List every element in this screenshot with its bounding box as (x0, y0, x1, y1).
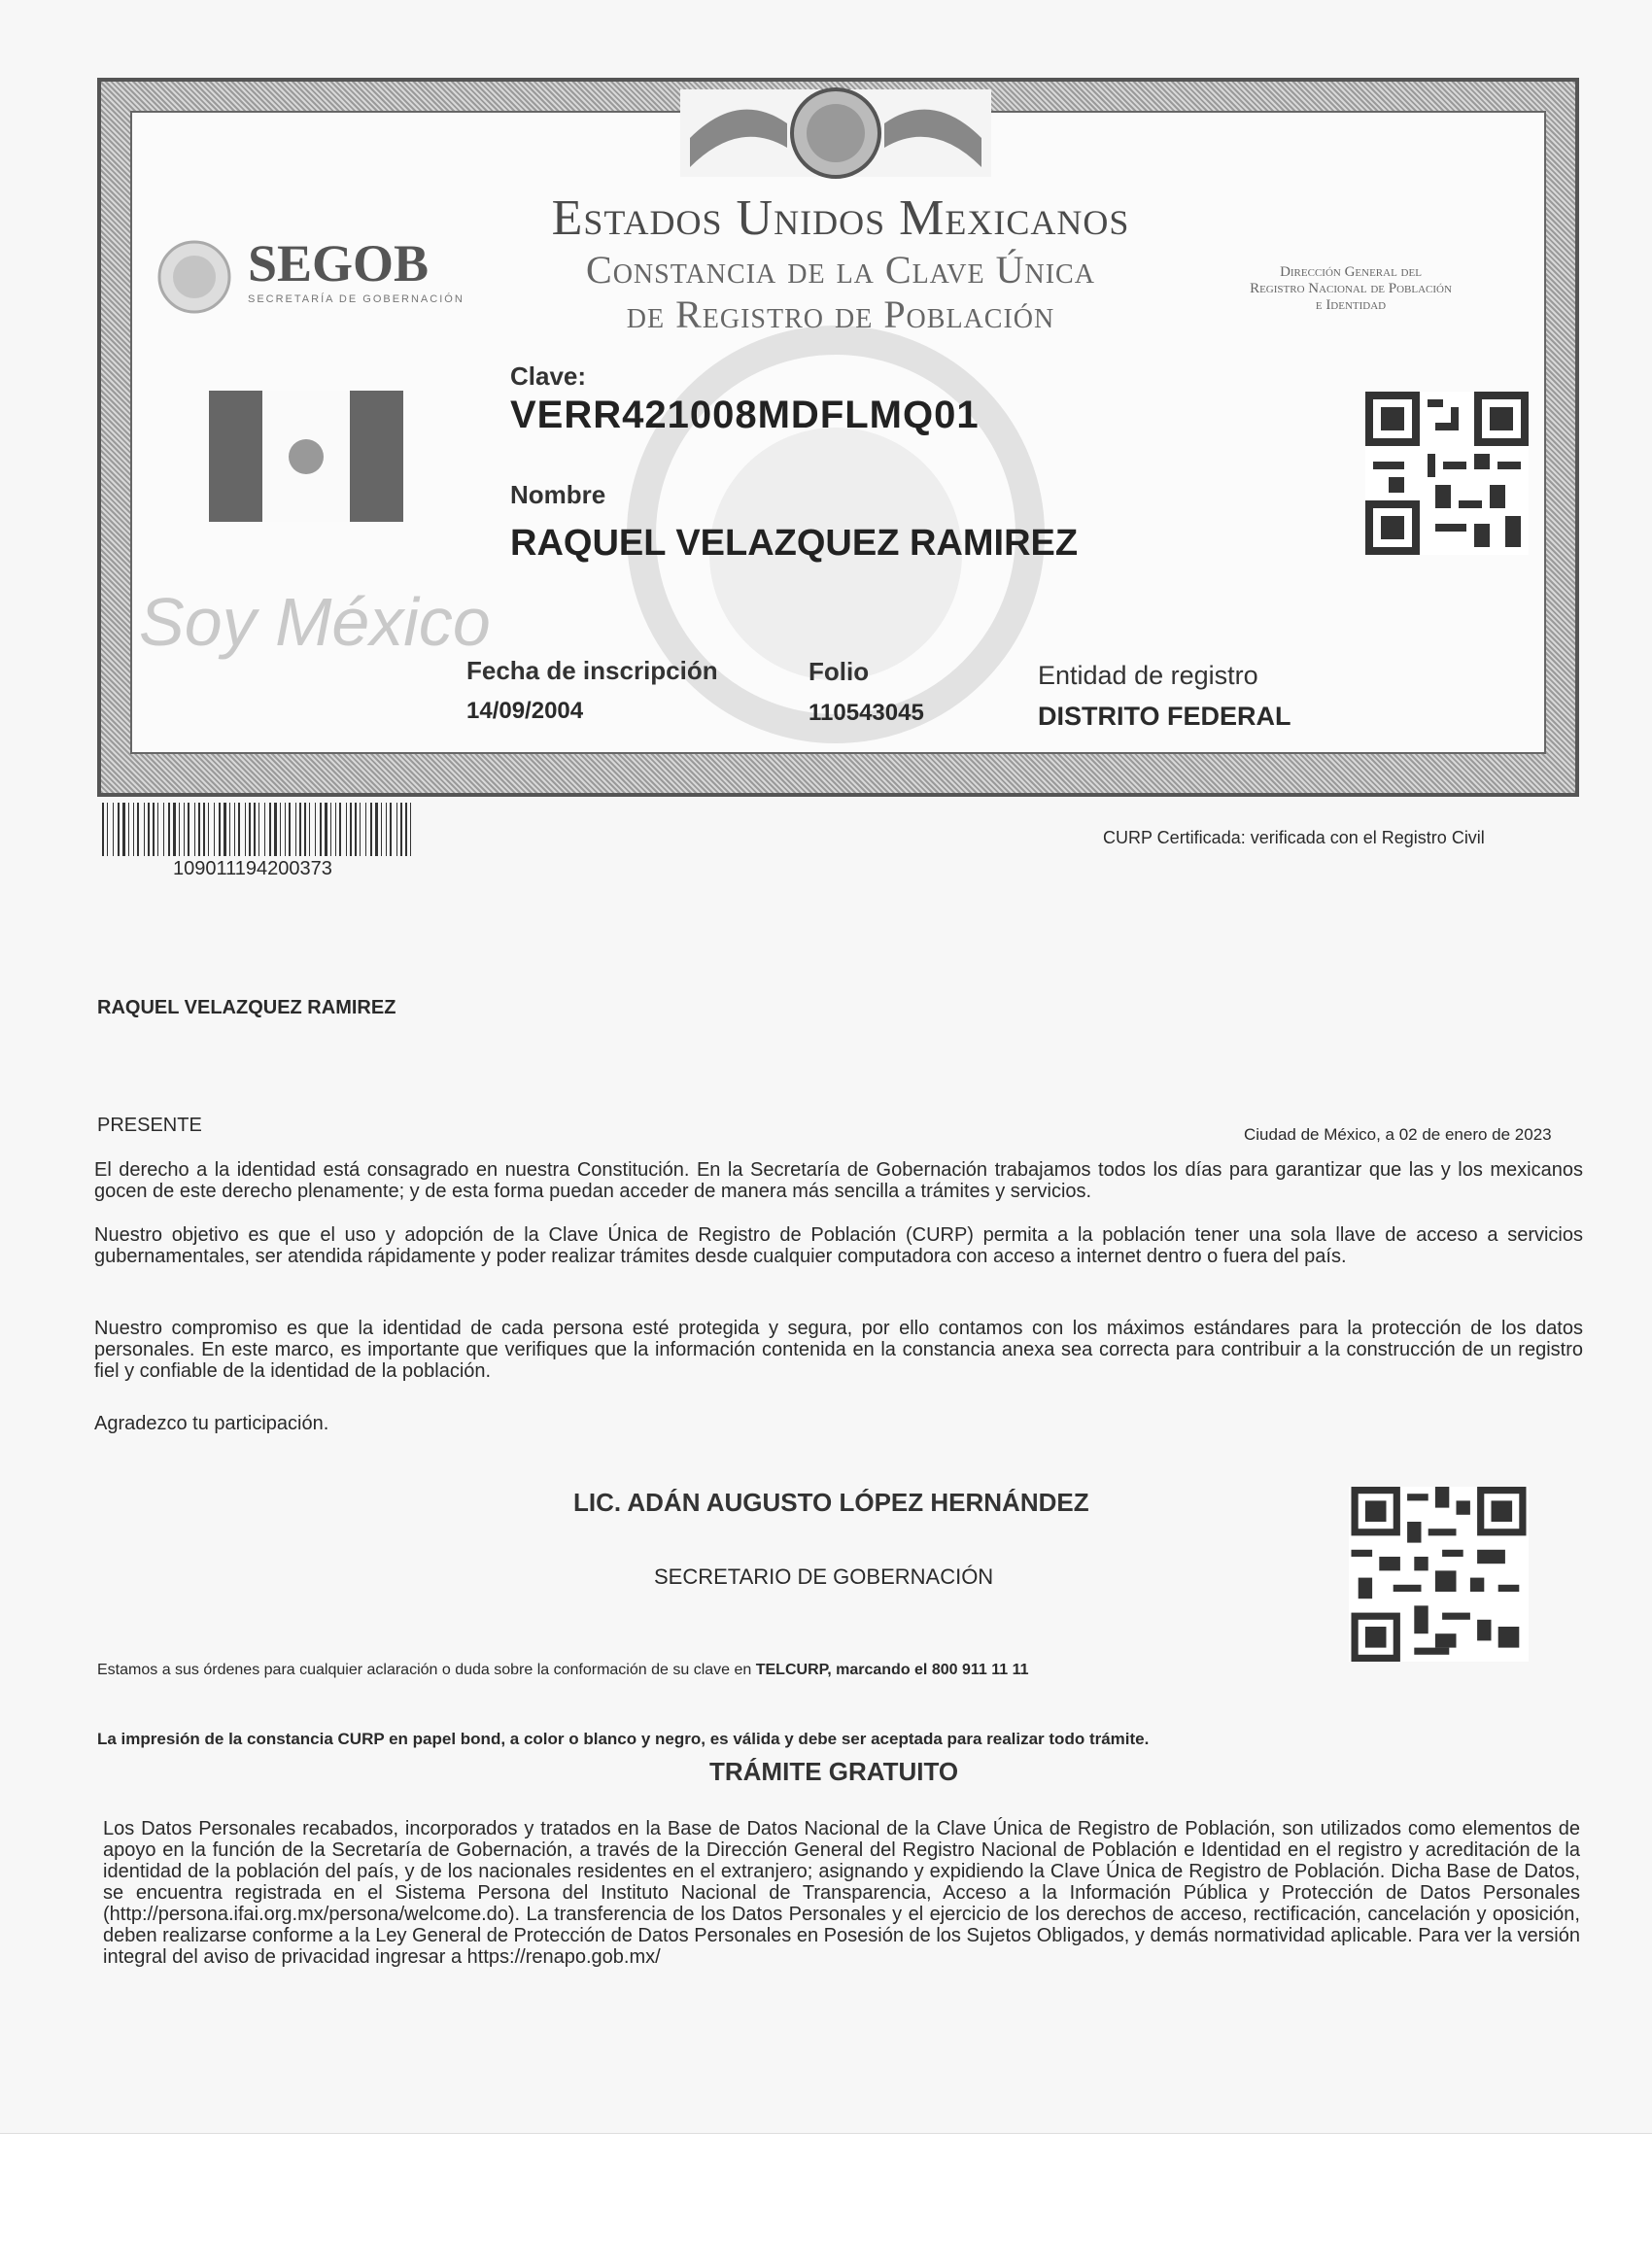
signatory-name: LIC. ADÁN AUGUSTO LÓPEZ HERNÁNDEZ (573, 1488, 1089, 1517)
title-line-1: Constancia de la Clave Única (586, 248, 1095, 292)
entidad-label: Entidad de registro (1038, 661, 1258, 690)
segob-logo: SEGOB (248, 234, 430, 292)
fecha-label: Fecha de inscripción (466, 656, 718, 685)
telcurp-text: Estamos a sus órdenes para cualquier aclaración o duda sobre la conformación de su clave en (97, 1662, 756, 1678)
clave-label: Clave: (510, 361, 587, 391)
folio-label: Folio (809, 657, 870, 686)
directorate-name (1190, 264, 1511, 314)
fecha-value: 14/09/2004 (466, 698, 584, 724)
letter-paragraph-1: El derecho a la identidad está consagrado en nuestra Constitución. En la Secretaría de Gobernación trabajamos todos los días para garantizar que las y los mexicanos gocen de este derecho plenamente; y de esta forma puedan acceder de manera más sencilla a trámites y servicios. (94, 1159, 1583, 1202)
qr-code-icon (1349, 1487, 1529, 1662)
page-bottom-strip (0, 2133, 1652, 2268)
entidad-value: DISTRITO FEDERAL (1038, 702, 1291, 731)
slogan: Soy México (139, 584, 491, 660)
barcode-number: 109011194200373 (173, 858, 332, 879)
clave-value: VERR421008MDFLMQ01 (510, 394, 980, 436)
country-title: Estados Unidos Mexicanos (551, 190, 1130, 246)
mexico-flag-icon (209, 391, 403, 522)
segob-emblem-icon (155, 238, 233, 316)
directorate-line-2: Registro Nacional de Población (1250, 281, 1452, 296)
folio-value: 110543045 (809, 700, 924, 726)
certification-note: CURP Certificada: verificada con el Registro Civil (1103, 828, 1485, 847)
print-validity-note: La impresión de la constancia CURP en papel bond, a color o blanco y negro, es válida y debe ser aceptada para realizar todo trámite. (97, 1730, 1150, 1748)
telcurp-note (97, 1662, 1029, 1679)
coat-of-arms-icon (680, 80, 991, 187)
segob-subtitle: SECRETARÍA DE GOBERNACIÓN (248, 293, 465, 305)
directorate-line-3: e Identidad (1315, 297, 1387, 313)
directorate-line-1: Dirección General del (1280, 264, 1422, 280)
salutation: PRESENTE (97, 1115, 202, 1136)
document-title (428, 248, 1254, 337)
letter-paragraph-2: Nuestro objetivo es que el uso y adopción de la Clave Única de Registro de Población (CURP) permita a la población tener una sola llave de acceso a servicios gubernamentales, ser atendida rápidamente y poder realizar trámites desde cualquier computadora con acceso a internet dentro o fuera del país. (94, 1224, 1583, 1267)
free-procedure-heading: TRÁMITE GRATUITO (709, 1757, 959, 1786)
nombre-label: Nombre (510, 480, 606, 509)
letter-paragraph-3: Nuestro compromiso es que la identidad de cada persona esté protegida y segura, por ello contamos con los máximos estándares para la protección de los datos personales. En este marco, es importante que verifiques que la información contenida en la constancia anexa sea correcta para contribuir a la construcción de un registro fiel y confiable de la identidad de la población. (94, 1318, 1583, 1382)
privacy-notice: Los Datos Personales recabados, incorporados y tratados en la Base de Datos Nacional de la Clave Única de Registro de Población, son utilizados como elementos de apoyo en la función de la Secretaría de Gobernación, a través de la Dirección General del Registro Nacional de Población e Identidad en el registro y acreditación de la identidad de la población del país, y de los nacionales residentes en el extranjero; asignando y expidiendo la Clave Única de Registro de Población. Dicha Base de Datos, se encuentra registrada en el Sistema Persona del Instituto Nacional de Transparencia, Acceso a la Información Pública y Protección de Datos Personales (http://persona.ifai.org.mx/persona/welcome.do). La transferencia de los Datos Personales y el ejercicio de los derechos de acceso, rectificación, cancelación y oposición, deben realizarse conforme a la Ley General de Protección de Datos Personales en Posesión de los Sujetos Obligados, y demás normatividad aplicable. Para ver la versión integral del aviso de privacidad ingresar a https://renapo.gob.mx/ (103, 1818, 1580, 1968)
closing-line: Agradezco tu participación. (94, 1413, 329, 1434)
barcode-icon (102, 803, 415, 856)
recipient-name: RAQUEL VELAZQUEZ RAMIREZ (97, 997, 396, 1018)
nombre-value: RAQUEL VELAZQUEZ RAMIREZ (510, 523, 1079, 564)
letter-date: Ciudad de México, a 02 de enero de 2023 (1244, 1125, 1552, 1144)
title-line-2: de Registro de Población (626, 292, 1055, 336)
qr-code-icon (1365, 392, 1529, 555)
telcurp-phone: TELCURP, marcando el 800 911 11 11 (755, 1662, 1029, 1678)
signatory-title: SECRETARIO DE GOBERNACIÓN (654, 1564, 994, 1589)
